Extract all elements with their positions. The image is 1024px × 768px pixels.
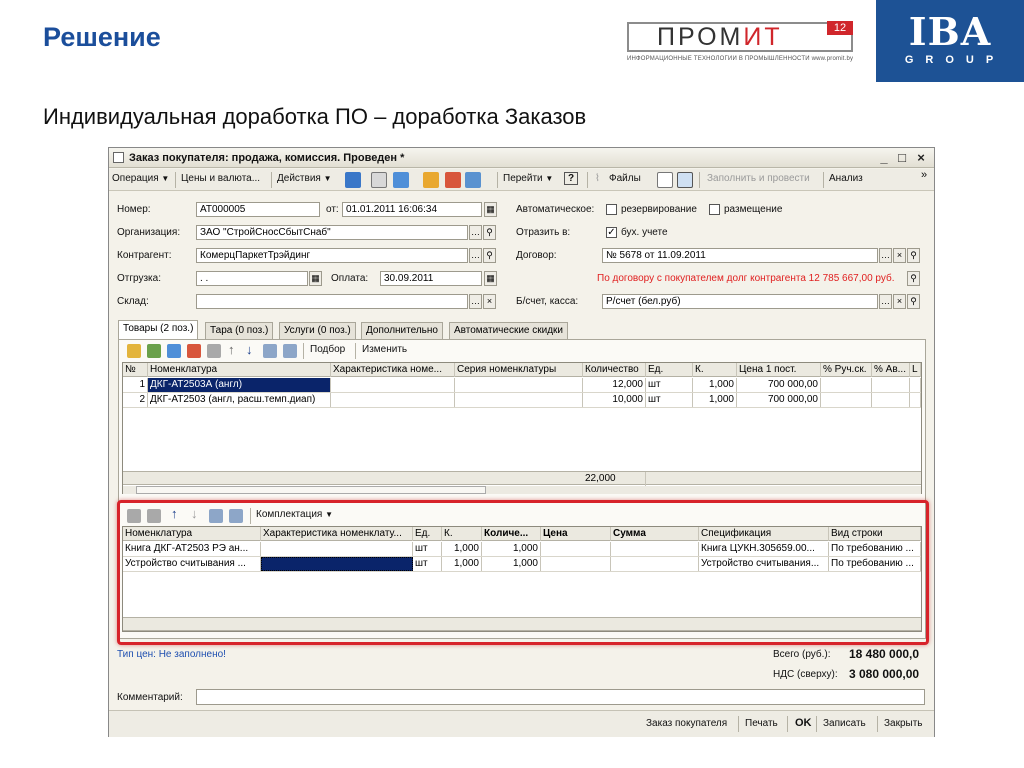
goods-col-header[interactable]: Количество <box>583 363 646 377</box>
dropdown-arrow-icon: ▼ <box>161 174 170 183</box>
goods-cell-item[interactable]: ДКГ-АТ2503А (англ) <box>148 378 331 392</box>
comment-field[interactable] <box>196 689 925 705</box>
open-search-icon[interactable]: ⚲ <box>907 271 920 286</box>
promit-caption: ИНФОРМАЦИОННЫЕ ТЕХНОЛОГИИ В ПРОМЫШЛЕННОСТИ www.promit.by <box>627 56 854 62</box>
kit-cell-qty[interactable]: 1,000 <box>482 557 541 571</box>
toolbar-separator <box>175 172 176 188</box>
total-label: Всего (руб.): <box>773 649 831 660</box>
kit-cell-specification[interactable]: Устройство считывания... <box>699 557 829 571</box>
vat-value: 3 080 000,00 <box>849 667 920 681</box>
accounting-checkbox[interactable]: ✓ <box>607 227 616 238</box>
refresh-icon[interactable] <box>393 172 409 188</box>
vat-label: НДС (сверху): <box>773 669 838 680</box>
toolbar-separator <box>355 343 356 359</box>
contractor-label: Контрагент: <box>117 250 172 261</box>
placement-label: размещение <box>724 204 783 215</box>
goods-cell-price[interactable]: 700 000,00 <box>737 378 821 392</box>
comment-label: Комментарий: <box>117 692 183 703</box>
operation-menu[interactable] <box>112 173 169 184</box>
toolbar-separator <box>699 172 700 188</box>
goods-col-header[interactable]: L <box>910 363 921 377</box>
kit-col-header[interactable]: Количе... <box>482 527 541 541</box>
open-search-icon[interactable]: ⚲ <box>483 248 496 263</box>
goods-cell-unit[interactable]: шт <box>646 393 693 407</box>
open-search-icon[interactable]: ⚲ <box>907 248 920 263</box>
organization-label: Организация: <box>117 227 181 238</box>
goods-cell-index: 2 <box>123 393 148 407</box>
kit-cell-specification[interactable]: Книга ЦУКН.305659.00... <box>699 542 829 556</box>
main-toolbar <box>109 169 934 191</box>
order-print-form-button[interactable]: Заказ покупателя <box>646 718 728 729</box>
kit-col-header[interactable]: Цена <box>541 527 611 541</box>
move-up-icon[interactable]: ↑ <box>228 342 235 357</box>
goods-col-header[interactable]: Характеристика номе... <box>331 363 455 377</box>
move-down-icon[interactable]: ↓ <box>191 506 198 521</box>
pick-button[interactable]: Подбор <box>310 344 346 355</box>
row-divider <box>123 407 921 408</box>
warehouse-label: Склад: <box>117 296 149 307</box>
goods-col-header[interactable]: % Руч.ск. <box>821 363 872 377</box>
dropdown-arrow-icon: ▼ <box>323 174 332 183</box>
goods-col-header[interactable]: Серия номенклатуры <box>455 363 583 377</box>
kit-cell-row-type[interactable]: По требованию ... <box>829 557 921 571</box>
button-separator <box>877 716 878 732</box>
number-field[interactable]: АТ000005 <box>196 202 320 217</box>
fill-and-post-button[interactable]: Заполнить и провести <box>707 173 810 184</box>
promit-logo-text <box>657 23 783 52</box>
accounting-label: бух. учете <box>621 227 668 238</box>
goods-cell-extra[interactable] <box>910 393 921 407</box>
promit-number-badge: 12 <box>827 21 853 35</box>
open-search-icon[interactable]: ⚲ <box>907 294 920 309</box>
close-window-button[interactable]: × <box>917 150 925 165</box>
slide-title: Решение <box>43 22 161 52</box>
date-label: от: <box>326 204 339 215</box>
contract-field[interactable]: № 5678 от 11.09.2011 <box>602 248 878 263</box>
contract-label: Договор: <box>516 250 557 261</box>
select-ellipsis-icon[interactable]: … <box>469 248 482 263</box>
calendar-icon[interactable]: ▦ <box>484 271 497 286</box>
bottom-button-bar <box>109 710 934 737</box>
kit-cell-item[interactable]: Книга ДКГ-АТ2503 РЭ ан... <box>123 542 261 556</box>
goods-col-header[interactable]: Цена 1 пост. <box>737 363 821 377</box>
table-row[interactable] <box>123 393 921 407</box>
goods-col-header[interactable]: Номенклатура <box>148 363 331 377</box>
scrollbar-thumb[interactable] <box>136 486 486 494</box>
cash-field[interactable]: Р/счет (бел.руб) <box>602 294 878 309</box>
kit-cell-coef[interactable]: 1,000 <box>442 557 482 571</box>
tab-goods[interactable]: Товары (2 поз.) <box>118 320 198 339</box>
goods-cell-unit[interactable]: шт <box>646 378 693 392</box>
toolbar-separator <box>823 172 824 188</box>
kit-col-header[interactable]: Спецификация <box>699 527 829 541</box>
goods-cell-manual-discount[interactable] <box>821 378 872 392</box>
goods-cell-qty[interactable]: 10,000 <box>583 393 646 407</box>
contractor-field[interactable]: КомерцПаркетТрэйдинг <box>196 248 468 263</box>
tab-services[interactable]: Услуги (0 поз.) <box>279 322 356 339</box>
goods-cell-coef[interactable]: 1,000 <box>693 378 737 392</box>
goods-cell-qty[interactable]: 12,000 <box>583 378 646 392</box>
actions-menu-label: Действия <box>277 173 321 184</box>
debt-note: По договору с покупателем долг контрагента 12 785 667,00 руб. <box>597 273 895 284</box>
list-details-icon[interactable] <box>677 172 693 188</box>
end-edit-icon[interactable] <box>207 344 221 358</box>
highlight-frame <box>117 500 929 645</box>
kit-menu-label: Комплектация <box>256 509 323 520</box>
goods-cell-auto-discount[interactable] <box>872 378 910 392</box>
total-value: 18 480 000,0 <box>849 647 920 661</box>
toolbar-more-icon[interactable]: » <box>921 169 928 181</box>
edit-row-icon[interactable] <box>167 344 181 358</box>
kit-cell-item[interactable]: Устройство считывания ... <box>123 557 261 571</box>
goods-cell-index: 1 <box>123 378 148 392</box>
tab-additional[interactable]: Дополнительно <box>361 322 443 339</box>
kit-col-header[interactable]: Сумма <box>611 527 699 541</box>
goods-col-header[interactable]: % Ав... <box>872 363 910 377</box>
goto-menu[interactable] <box>503 173 553 184</box>
toolbar-separator <box>497 172 498 188</box>
table-row[interactable] <box>123 378 921 392</box>
iba-logo <box>876 0 1024 82</box>
reflect-label: Отразить в: <box>516 227 571 238</box>
clear-icon[interactable]: × <box>893 294 906 309</box>
select-ellipsis-icon[interactable]: … <box>469 294 482 309</box>
sort-asc-icon[interactable] <box>263 344 277 358</box>
toolbar-separator <box>303 343 304 359</box>
reserve-checkbox[interactable] <box>606 204 617 215</box>
goto-menu-label: Перейти <box>503 173 543 184</box>
number-label: Номер: <box>117 204 151 215</box>
payment-label: Оплата: <box>331 273 369 284</box>
analysis-button[interactable]: Анализ <box>829 173 863 184</box>
order-window <box>108 147 935 737</box>
shipment-field[interactable]: . . <box>196 271 308 286</box>
attachment-icon: ⌇ <box>595 173 600 184</box>
reserve-label: резервирование <box>621 204 697 215</box>
placement-checkbox[interactable] <box>709 204 720 215</box>
close-button[interactable]: Закрыть <box>884 718 923 729</box>
promit-text-b: ИТ <box>743 23 783 51</box>
goods-totals-row <box>123 471 921 485</box>
help-button[interactable]: ? <box>564 172 578 185</box>
kit-cell-row-type[interactable]: По требованию ... <box>829 542 921 556</box>
warehouse-field[interactable] <box>196 294 468 309</box>
sort-desc-icon[interactable] <box>283 344 297 358</box>
kit-col-header[interactable]: Вид строки <box>829 527 921 541</box>
maximize-button[interactable]: □ <box>898 150 906 165</box>
kit-col-header[interactable]: Ед. <box>413 527 442 541</box>
ok-button[interactable]: OK <box>795 717 812 729</box>
goods-cell-extra[interactable] <box>910 378 921 392</box>
dropdown-arrow-icon: ▼ <box>545 174 554 183</box>
prices-currency-button[interactable]: Цены и валюта... <box>181 173 261 184</box>
select-ellipsis-icon[interactable]: … <box>879 294 892 309</box>
goods-col-header[interactable]: Ед. <box>646 363 693 377</box>
goods-col-header[interactable]: К. <box>693 363 737 377</box>
goods-cell-series[interactable] <box>455 378 583 392</box>
change-button[interactable]: Изменить <box>362 344 408 355</box>
kit-col-header[interactable]: Номенклатура <box>123 527 261 541</box>
toolbar-separator <box>271 172 272 188</box>
auto-label: Автоматическое: <box>516 204 595 215</box>
button-separator <box>787 716 788 732</box>
button-separator <box>738 716 739 732</box>
goods-cell-manual-discount[interactable] <box>821 393 872 407</box>
shipment-label: Отгрузка: <box>117 273 161 284</box>
structure-icon[interactable] <box>465 172 481 188</box>
window-title: Заказ покупателя: продажа, комиссия. Проведен * <box>129 152 405 164</box>
list-icon[interactable] <box>657 172 673 188</box>
calendar-icon[interactable]: ▦ <box>309 271 322 286</box>
goods-horizontal-scrollbar[interactable] <box>123 486 921 494</box>
goods-table <box>122 362 922 494</box>
goods-cell-series[interactable] <box>455 393 583 407</box>
document-icon <box>113 152 124 163</box>
date-field[interactable]: 01.01.2011 16:06:34 <box>342 202 482 217</box>
kit-col-header[interactable]: К. <box>442 527 482 541</box>
tab-packaging[interactable]: Тара (0 поз.) <box>205 322 273 339</box>
move-down-icon[interactable]: ↓ <box>246 342 253 357</box>
save-button[interactable]: Записать <box>823 718 866 729</box>
actions-menu[interactable] <box>277 173 332 184</box>
add-icon[interactable] <box>345 172 361 188</box>
goods-cell-item[interactable]: ДКГ-АТ2503 (англ, расш.темп.диап) <box>148 393 331 407</box>
goods-col-header[interactable]: № <box>123 363 148 377</box>
iba-logo-text: IBA <box>908 9 992 54</box>
unpost-document-icon[interactable] <box>445 172 461 188</box>
add-row-icon[interactable] <box>127 344 141 358</box>
goods-cell-price[interactable]: 700 000,00 <box>737 393 821 407</box>
organization-field[interactable]: ЗАО "СтройСносСбытСнаб" <box>196 225 468 240</box>
kit-cell-unit[interactable]: шт <box>413 557 442 571</box>
edit-icon[interactable] <box>371 172 387 188</box>
select-ellipsis-icon[interactable]: … <box>469 225 482 240</box>
slide-subtitle: Индивидуальная доработка ПО – доработка Заказов <box>43 104 587 129</box>
cash-label: Б/счет, касса: <box>516 296 579 307</box>
select-ellipsis-icon[interactable]: … <box>879 248 892 263</box>
calendar-icon[interactable]: ▦ <box>484 202 497 217</box>
goods-cell-coef[interactable]: 1,000 <box>693 393 737 407</box>
kit-col-header[interactable]: Характеристика номенклату... <box>261 527 413 541</box>
goods-cell-auto-discount[interactable] <box>872 393 910 407</box>
kit-cell-unit[interactable]: шт <box>413 542 442 556</box>
files-button[interactable]: Файлы <box>609 173 641 184</box>
tab-auto-discounts[interactable]: Автоматические скидки <box>449 322 568 339</box>
kit-cell-qty[interactable]: 1,000 <box>482 542 541 556</box>
move-up-icon[interactable]: ↑ <box>171 506 178 521</box>
kit-cell-coef[interactable]: 1,000 <box>442 542 482 556</box>
clear-icon[interactable]: × <box>893 248 906 263</box>
delete-row-icon[interactable] <box>187 344 201 358</box>
goods-total-qty: 22,000 <box>583 472 646 486</box>
promit-logo <box>627 18 857 66</box>
payment-field[interactable]: 30.09.2011 <box>380 271 482 286</box>
open-search-icon[interactable]: ⚲ <box>483 225 496 240</box>
post-document-icon[interactable] <box>423 172 439 188</box>
goods-cell-characteristic[interactable] <box>331 393 455 407</box>
goods-table-header <box>123 363 921 377</box>
price-type-link[interactable]: Тип цен: Не заполнено! <box>117 649 226 660</box>
operation-menu-label: Операция <box>112 173 159 184</box>
iba-logo-group: GROUP <box>904 54 1006 66</box>
promit-text-a: ПРОМ <box>657 23 744 51</box>
minimize-button[interactable]: _ <box>880 150 888 165</box>
goods-cell-characteristic[interactable] <box>331 378 455 392</box>
copy-row-icon[interactable] <box>147 344 161 358</box>
dropdown-arrow-icon: ▼ <box>325 510 334 519</box>
print-button[interactable]: Печать <box>745 718 778 729</box>
window-titlebar <box>109 148 934 168</box>
button-separator <box>816 716 817 732</box>
toolbar-separator <box>587 172 588 188</box>
clear-icon[interactable]: × <box>483 294 496 309</box>
